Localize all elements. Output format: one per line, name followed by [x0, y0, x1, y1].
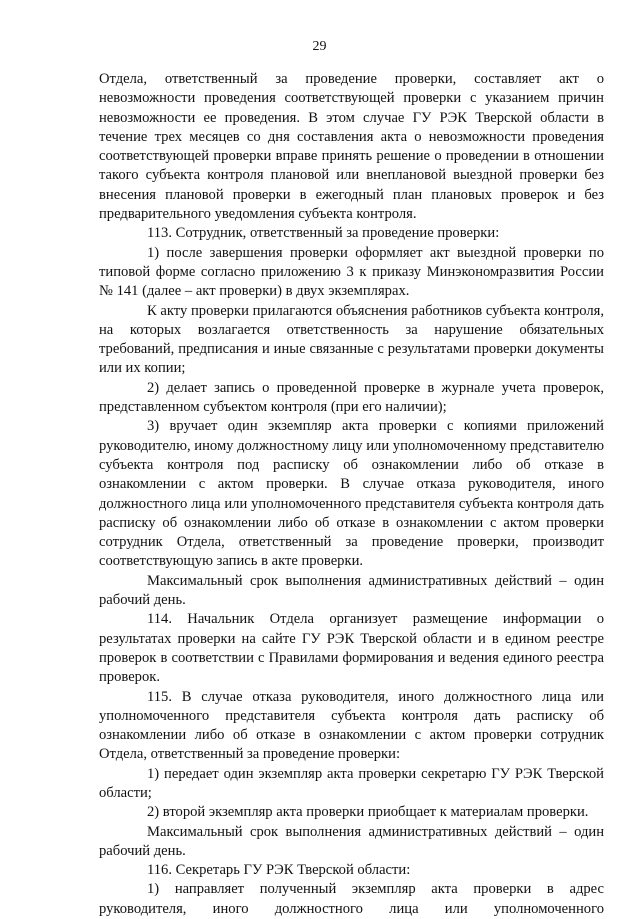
paragraph-113-3: 3) вручает один экземпляр акта проверки с копиями приложений руководителю, иному должностному лицу или уполномоченному представителю субъекта контроля под расписку об ознакомлении либо об отказе в ознакомлении с актом проверки. В случае отказа руководителя, иного должностного лица или уполномоченного представителя субъекта контроля дать расписку об ознакомлении либо об отказе в ознакомлении с актом проверки сотрудник Отдела, ответственный за проведение проверки, производит соответствующую запись в акте проверки. — [99, 418, 604, 570]
paragraph-max-term-1: Максимальный срок выполнения административных действий – один рабочий день. — [99, 572, 604, 609]
paragraph-116-1: 1) направляет полученный экземпляр акта проверки в адрес руководителя, иного должностного лица или уполномоченного — [99, 881, 604, 917]
paragraph-max-term-2: Максимальный срок выполнения административных действий – один рабочий день. — [99, 823, 604, 859]
paragraph-113-1: 1) после завершения проверки оформляет акт выездной проверки по типовой форме согласно приложению 3 к приказу Минэкономразвития России № 141 (далее – акт проверки) в двух экземплярах. — [99, 244, 604, 300]
paragraph-continuation: Отдела, ответственный за проведение проверки, составляет акт о невозможности проведения соответствующей проверки с указанием причин невозможности ее проведения. В этом случае ГУ РЭК Тверской области в течение трех месяцев со дня составления акта о невозможности проведения соответствующей проверки вправе принять решение о проведении в отношении такого субъекта контроля плановой или внеплановой выездной проверки без внесения плановой проверки в ежегодный план плановых проверок и без предварительного уведомления субъекта контроля. — [99, 71, 604, 223]
paragraph-item-114: 114. Начальник Отдела организует размещение информации о результатах проверки на сайте ГУ РЭК Тверской области и в едином реестре проверок в соответствии с Правилами формирования и ведения единого реестра проверок. — [99, 611, 604, 686]
paragraph-item-116: 116. Секретарь ГУ РЭК Тверской области: — [147, 862, 411, 879]
paragraph-115-1: 1) передает один экземпляр акта проверки секретарю ГУ РЭК Тверской области; — [99, 765, 604, 801]
paragraph-attachments: К акту проверки прилагаются объяснения работников субъекта контроля, на которых возлагается ответственность за нарушение обязательных требований, предписания и иные связанные с результатами проверки документы или их копии; — [99, 302, 604, 377]
paragraph-item-115: 115. В случае отказа руководителя, иного должностного лица или уполномоченного представителя субъекта контроля дать расписку об ознакомлении либо об отказе в ознакомлении с актом проверки сотрудник Отдела, ответственный за проведение проверки: — [99, 688, 604, 763]
document-body — [99, 70, 604, 919]
paragraph-115-2: 2) второй экземпляр акта проверки приобщает к материалам проверки. — [147, 804, 589, 821]
paragraph-113-2: 2) делает запись о проведенной проверке в журнале учета проверок, представленном субъектом контроля (при его наличии); — [99, 379, 604, 416]
page-number: 29 — [312, 39, 327, 54]
paragraph-item-113: 113. Сотрудник, ответственный за проведение проверки: — [147, 225, 500, 242]
